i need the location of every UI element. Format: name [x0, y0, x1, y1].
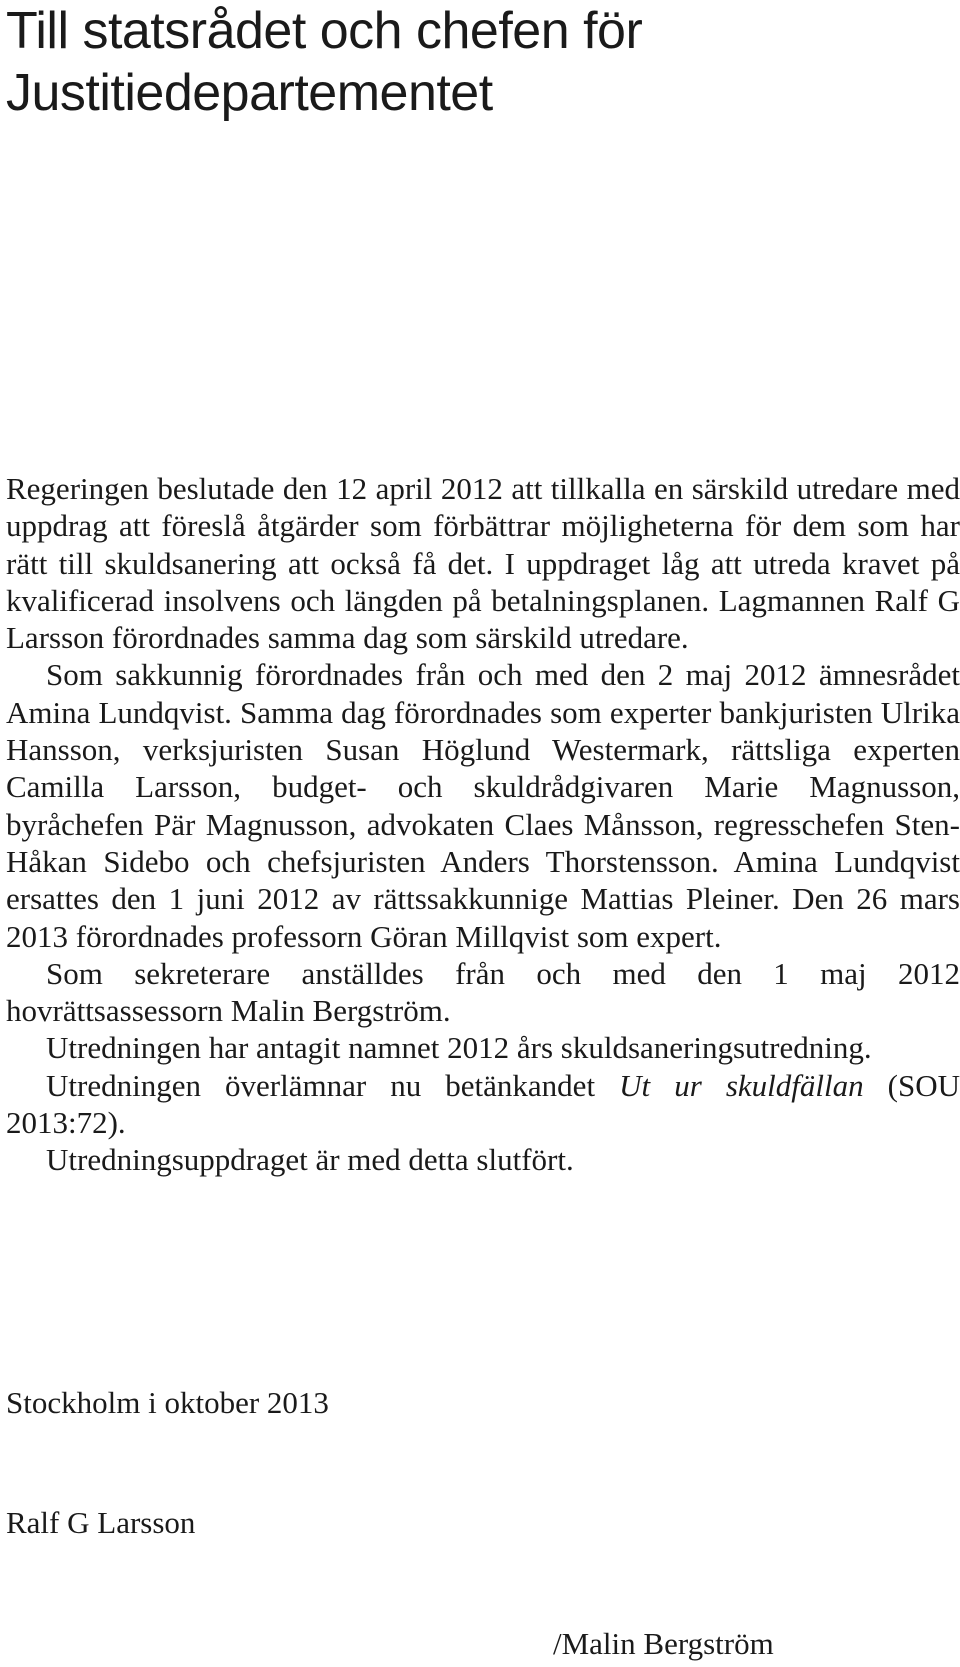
secretary-name: /Malin Bergström: [553, 1626, 774, 1661]
letter-body: [6, 470, 960, 1179]
paragraph-experts: Som sakkunnig förordnades från och med den 2 maj 2012 ämnesrådet Amina Lundqvist. Samma dag förordnades som experter bankjuristen Ulrika Hansson, verksjuristen Susan Höglund Westermark, rättsliga experten Camilla Larsson, budget- och skuldrådgivaren Marie Magnusson, byråchefen Pär Magnusson, advokaten Claes Månsson, regresschefen Sten-Håkan Sidebo och chefsjuristen Anders Thorstensson. Amina Lundqvist ersattes den 1 juni 2012 av rättssakkunnige Mattias Pleiner. Den 26 mars 2013 förordnades professorn Göran Millqvist som expert.: [6, 657, 960, 954]
paragraph-assignment: Regeringen beslutade den 12 april 2012 att tillkalla en särskild utredare med uppdrag att föreslå åtgärder som förbättrar möjligheterna för dem som har rätt till skuldsanering att också få det. I uppdraget låg att utreda kravet på kvalificerad insolvens och längden på betalningsplanen. Lagmannen Ralf G Larsson förordnades samma dag som särskild utredare.: [6, 471, 960, 656]
paragraph-completed: Utredningsuppdraget är med detta slutfört.: [46, 1142, 574, 1178]
title-line-1: Till statsrådet och chefen för: [6, 2, 643, 60]
paragraph-secretary: Som sekreterare anställdes från och med den 1 maj 2012 hovrättsassessorn Malin Bergström.: [6, 955, 960, 1029]
document-title: [6, 0, 906, 124]
signer-name: Ralf G Larsson: [6, 1505, 196, 1540]
place-date: Stockholm i oktober 2013: [6, 1385, 329, 1420]
report-text-before: Utredningen överlämnar nu betänkandet: [46, 1067, 620, 1103]
paragraph-report: [6, 1067, 960, 1142]
title-line-2: Justitiedepartementet: [6, 64, 493, 122]
paragraph-name: Utredningen har antagit namnet 2012 års skuldsaneringsutredning.: [46, 1030, 872, 1066]
report-title: Ut ur skuldfällan: [619, 1067, 864, 1103]
report-text-after: (SOU 2013:72).: [6, 1067, 960, 1141]
